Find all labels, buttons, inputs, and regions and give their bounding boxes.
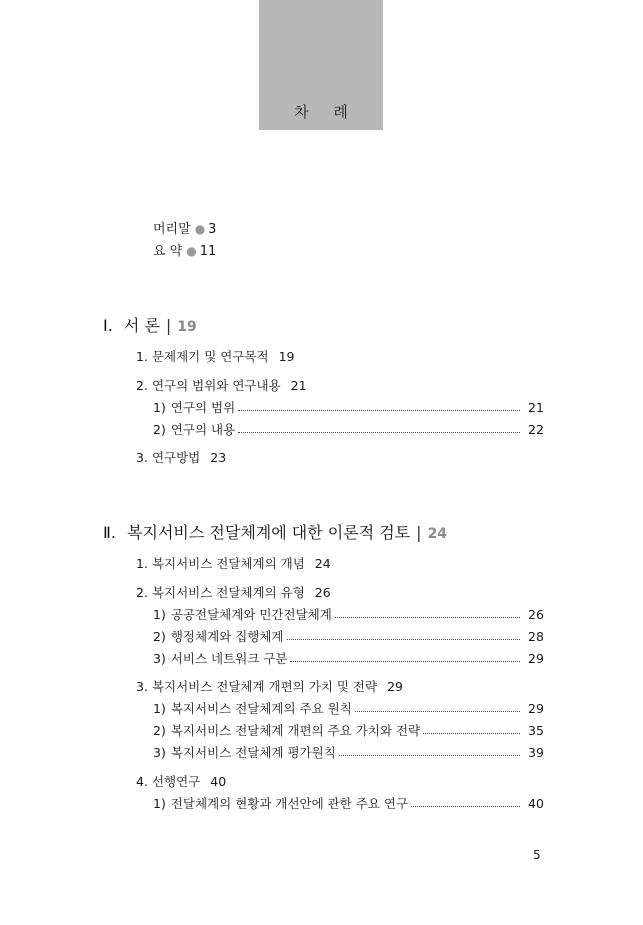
bullet-dot-icon: ●: [194, 222, 206, 236]
toc-section[interactable]: [136, 679, 403, 695]
toc-section[interactable]: [136, 349, 294, 365]
subsection-page: 40: [528, 796, 544, 811]
chapter-heading-2[interactable]: [103, 523, 447, 544]
toc-subsection[interactable]: [153, 796, 542, 812]
section-page: 23: [210, 450, 227, 465]
toc-section[interactable]: [136, 450, 226, 466]
toc-title: 차 례: [294, 103, 358, 121]
toc-subsection[interactable]: [153, 723, 542, 739]
toc-subsection[interactable]: [153, 422, 542, 438]
section-number: 1.: [136, 556, 148, 571]
subsection-page: 26: [528, 607, 544, 622]
subsection-number: 3): [153, 651, 166, 666]
section-number: 4.: [136, 774, 148, 789]
bullet-dot-icon: ●: [186, 244, 197, 258]
toc-subsection[interactable]: [153, 745, 542, 761]
section-page: 26: [314, 585, 331, 600]
chapter-title: 서 론: [123, 316, 160, 335]
section-page: 21: [290, 378, 307, 393]
dot-leader: [423, 723, 520, 734]
dot-leader: [287, 629, 521, 640]
section-number: 1.: [136, 349, 148, 364]
toc-entry-preface[interactable]: [153, 221, 216, 238]
chapter-heading-1[interactable]: [103, 316, 197, 337]
toc-section[interactable]: [136, 378, 307, 394]
section-page: 40: [210, 774, 227, 789]
subsection-title: 행정체계와 집행체계: [170, 629, 284, 644]
subsection-title: 복지서비스 전달체계 평가원칙: [170, 745, 336, 760]
subsection-title: 전달체계의 현황과 개선안에 관한 주요 연구: [170, 796, 409, 811]
section-page: 24: [314, 556, 331, 571]
chapter-separator: |: [416, 523, 422, 542]
subsection-number: 1): [153, 796, 166, 811]
subsection-number: 2): [153, 422, 166, 437]
subsection-page: 28: [528, 629, 544, 644]
section-title: 복지서비스 전달체계 개편의 가치 및 전략: [151, 679, 378, 694]
subsection-number: 2): [153, 629, 166, 644]
subsection-page: 39: [528, 745, 544, 760]
chapter-separator: |: [165, 316, 172, 335]
entry-page: 11: [199, 244, 217, 259]
section-title: 연구방법: [151, 450, 201, 465]
dot-leader: [335, 607, 520, 618]
subsection-page: 21: [528, 400, 544, 415]
section-number: 2.: [136, 378, 148, 393]
subsection-page: 29: [528, 651, 544, 666]
entry-label: 요 약: [153, 244, 183, 259]
section-number: 3.: [136, 679, 148, 694]
dot-leader: [411, 796, 520, 807]
section-page: 19: [278, 349, 295, 364]
subsection-page: 22: [528, 422, 544, 437]
chapter-page: 24: [427, 526, 448, 542]
toc-subsection[interactable]: [153, 651, 542, 667]
toc-subsection[interactable]: [153, 629, 542, 645]
section-number: 2.: [136, 585, 148, 600]
section-title: 복지서비스 전달체계의 유형: [151, 585, 305, 600]
dot-leader: [238, 422, 520, 433]
subsection-number: 1): [153, 400, 166, 415]
subsection-page: 35: [528, 723, 544, 738]
toc-subsection[interactable]: [153, 701, 542, 717]
page-number: 5: [533, 848, 541, 862]
subsection-number: 3): [153, 745, 166, 760]
subsection-title: 서비스 네트워크 구분: [170, 651, 288, 666]
toc-subsection[interactable]: [153, 400, 542, 416]
chapter-page: 19: [177, 319, 197, 335]
chapter-numeral: Ⅰ.: [103, 316, 113, 335]
toc-section[interactable]: [136, 774, 226, 790]
toc-entry-summary[interactable]: [153, 243, 216, 260]
toc-section[interactable]: [136, 585, 331, 601]
subsection-title: 연구의 범위: [170, 400, 236, 415]
dot-leader: [355, 701, 520, 712]
chapter-title: 복지서비스 전달체계에 대한 이론적 검토: [127, 523, 411, 542]
entry-page: 3: [208, 222, 217, 237]
subsection-title: 공공전달체계와 민간전달체계: [170, 607, 332, 622]
section-number: 3.: [136, 450, 148, 465]
dot-leader: [290, 651, 520, 662]
entry-label: 머리말: [153, 222, 191, 237]
subsection-title: 복지서비스 전달체계의 주요 원칙: [170, 701, 352, 716]
subsection-number: 1): [153, 607, 166, 622]
dot-leader: [238, 400, 520, 411]
header-tab: [259, 0, 383, 130]
dot-leader: [339, 745, 520, 756]
toc-subsection[interactable]: [153, 607, 542, 623]
section-title: 선행연구: [151, 774, 201, 789]
section-title: 문제제기 및 연구목적: [151, 349, 269, 364]
subsection-title: 연구의 내용: [170, 422, 236, 437]
subsection-page: 29: [528, 701, 544, 716]
chapter-numeral: Ⅱ.: [103, 523, 116, 542]
section-title: 연구의 범위와 연구내용: [151, 378, 281, 393]
subsection-title: 복지서비스 전달체계 개편의 주요 가치와 전략: [170, 723, 421, 738]
section-page: 29: [387, 679, 403, 694]
section-title: 복지서비스 전달체계의 개념: [151, 556, 305, 571]
subsection-number: 1): [153, 701, 166, 716]
toc-section[interactable]: [136, 556, 331, 572]
subsection-number: 2): [153, 723, 166, 738]
